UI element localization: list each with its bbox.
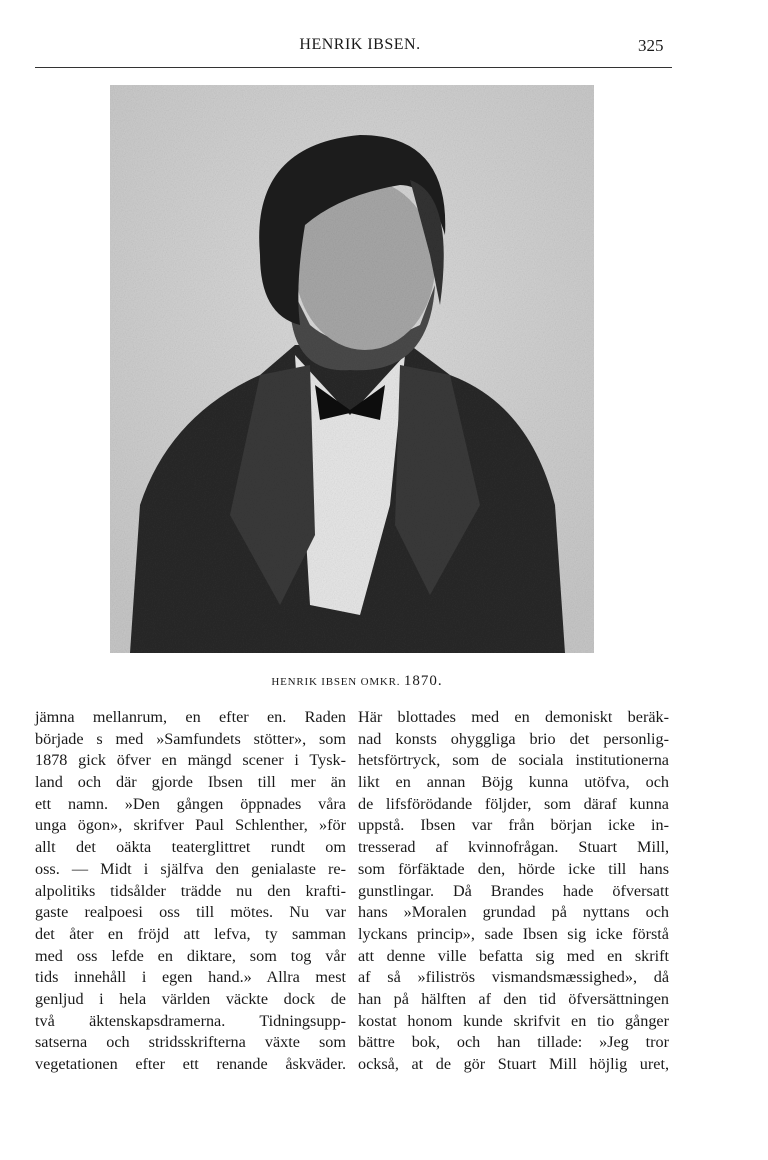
text-line — [35, 815, 346, 837]
text-line-content: bättre bok, och han tillade: »Jeg tror — [358, 1033, 669, 1052]
text-line-content: två äktenskapsdramerna. Tidningsupp- — [35, 1011, 346, 1030]
text-line — [35, 946, 346, 968]
text-line-content: att denne ville befatta sig med en skrift — [358, 946, 669, 965]
text-line — [358, 924, 669, 946]
text-line-content: tresserad af kvinnofrågan. Stuart Mill, — [358, 838, 669, 857]
text-line — [35, 837, 346, 859]
text-line-content: började s med »Samfundets stötter», som — [35, 729, 346, 748]
text-line — [35, 729, 346, 751]
caption-year: 1870. — [403, 673, 443, 689]
text-line-content: också, at de gör Stuart Mill höjlig uret, — [358, 1055, 669, 1073]
text-line — [358, 881, 669, 903]
text-line — [358, 989, 669, 1011]
text-line-content: nad konsts ohyggliga brio det personlig- — [358, 729, 669, 748]
figure-caption — [0, 673, 714, 690]
left-column — [35, 707, 346, 1076]
text-line — [358, 946, 669, 968]
text-line — [358, 1054, 669, 1076]
text-line — [35, 1032, 346, 1054]
right-column — [358, 707, 669, 1076]
text-line — [35, 1011, 346, 1033]
text-line-content: Här blottades med en demoniskt beräk- — [358, 708, 669, 726]
text-line-content: gaste realpoesi oss till mötes. Nu var — [35, 903, 346, 922]
text-line — [35, 924, 346, 946]
text-line — [358, 794, 669, 816]
text-line — [358, 729, 669, 751]
text-line-content: likt en annan Böjg kunna utöfva, och — [358, 773, 669, 792]
text-line-content: land och där gjorde Ibsen till mer än — [35, 773, 346, 792]
text-line-content: oss. — Midt i själfva den genialaste re- — [35, 859, 346, 878]
text-line — [35, 902, 346, 924]
text-line — [35, 989, 346, 1011]
portrait-image — [110, 85, 594, 653]
text-line-content: som förfäktade den, hörde icke till hans — [358, 859, 669, 878]
text-line-content: kostat honom kunde skrifvit en tio gånger — [358, 1011, 669, 1030]
text-line — [358, 815, 669, 837]
text-line-content: unga ögon», skrifver Paul Schlenther, »för — [35, 816, 346, 835]
page-number: 325 — [638, 36, 664, 55]
text-line — [358, 1011, 669, 1033]
text-line — [358, 772, 669, 794]
text-line — [358, 859, 669, 881]
text-line-content: af så »filiströs vismandsmæssighed», då — [358, 968, 669, 987]
text-line — [35, 859, 346, 881]
text-line-content: vegetationen efter ett renande åskväder. — [35, 1055, 346, 1073]
text-line — [35, 772, 346, 794]
text-line-content: alpolitiks tidsålder trädde nu den krafti- — [35, 881, 346, 900]
text-line-content: 1878 gick öfver en mängd scener i Tysk- — [35, 751, 346, 770]
text-line-content: jämna mellanrum, en efter en. Raden — [35, 708, 346, 726]
text-line-content: satserna och stridsskrifterna växte som — [35, 1033, 346, 1052]
text-line-content: allt det oäkta teaterglittret rundt om — [35, 838, 346, 857]
text-line-content: tids innehåll i egen hand.» Allra mest — [35, 968, 346, 987]
text-line — [358, 967, 669, 989]
text-line — [35, 1054, 346, 1076]
text-line-content: hans »Moralen grundad på nyttans och — [358, 903, 669, 922]
text-line — [358, 707, 669, 729]
text-line-content: med oss lefde en diktare, som tog vår — [35, 946, 346, 965]
text-line-content: gunstlingar. Då Brandes hade öfversatt — [358, 881, 669, 900]
text-line — [35, 750, 346, 772]
running-title: HENRIK IBSEN. — [299, 36, 421, 53]
text-line — [35, 881, 346, 903]
text-line — [35, 707, 346, 729]
text-line — [358, 837, 669, 859]
text-line — [35, 967, 346, 989]
text-line-content: de lifsförödande följder, som däraf kunna — [358, 794, 669, 813]
text-line-content: genljud i hela världen väckte dock de — [35, 989, 346, 1008]
text-line-content: hetsförtryck, som de sociala institutionerna — [358, 751, 669, 770]
text-line-content: ett namn. »Den gången öppnades våra — [35, 794, 346, 813]
caption-text: HENRIK IBSEN OMKR. — [271, 676, 401, 688]
text-line — [35, 794, 346, 816]
text-line-content: uppstå. Ibsen var från början icke in- — [358, 816, 669, 835]
header-rule — [35, 67, 672, 68]
text-line — [358, 1032, 669, 1054]
text-line-content: lyckans princip», sade Ibsen sig icke förstå — [358, 924, 669, 943]
text-line-content: han på hälften af den tid öfversättningen — [358, 989, 669, 1008]
text-line — [358, 750, 669, 772]
text-line — [358, 902, 669, 924]
text-line-content: det åter en fröjd att lefva, ty samman — [35, 924, 346, 943]
